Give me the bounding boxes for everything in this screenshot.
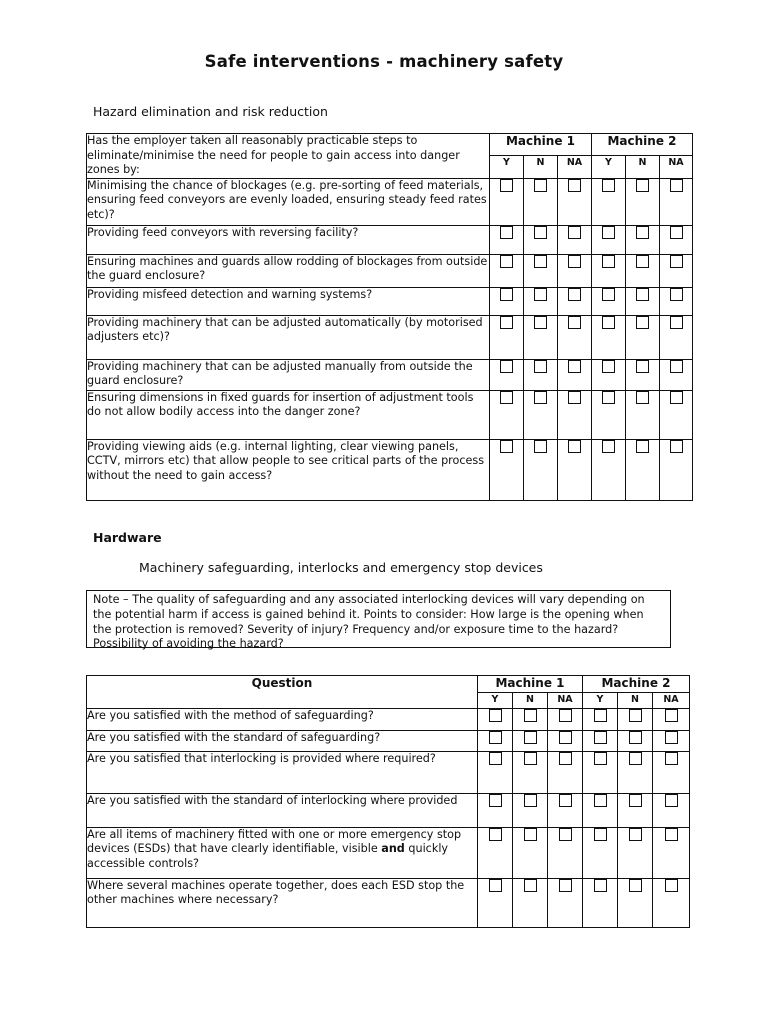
table-row [87,390,693,439]
checkbox-cell [490,315,524,359]
checkbox-m2-y[interactable] [594,731,607,744]
checkbox-cell [626,390,660,439]
checkbox-cell [524,287,558,315]
checkbox-m1-y[interactable] [489,709,502,722]
checkbox-cell [583,708,618,730]
checkbox-cell [478,793,513,827]
checkbox-m2-n[interactable] [629,879,642,892]
checkbox-m1-n[interactable] [534,255,547,268]
checkbox-cell [490,439,524,500]
checkbox-m1-y[interactable] [500,316,513,329]
checkbox-cell [592,315,626,359]
checkbox-cell [548,827,583,878]
checkbox-cell [653,730,690,751]
col-y: Y [490,156,524,178]
checkbox-cell [653,793,690,827]
checkbox-cell [660,178,693,225]
checkbox-m1-na[interactable] [559,879,572,892]
checkbox-m1-na[interactable] [568,226,581,239]
checkbox-cell [583,730,618,751]
checkbox-m1-n[interactable] [534,391,547,404]
checkbox-cell [558,254,592,287]
table-row [87,708,690,730]
table-row [87,751,690,793]
table-row [87,225,693,254]
checkbox-cell [548,730,583,751]
checkbox-cell [660,359,693,390]
checkbox-cell [513,730,548,751]
checkbox-cell [618,730,653,751]
checkbox-m2-na[interactable] [670,226,683,239]
checkbox-m1-na[interactable] [568,179,581,192]
checkbox-m2-y[interactable] [602,316,615,329]
question-text: Providing feed conveyors with reversing facility? [87,225,490,254]
section-heading-hardware: Hardware [93,530,162,545]
table-row [87,878,690,927]
checkbox-cell [592,287,626,315]
checkbox-cell [524,254,558,287]
checkbox-cell [513,827,548,878]
col-na: NA [660,156,693,178]
checkbox-cell [524,359,558,390]
table-row [87,178,693,225]
checkbox-cell [478,827,513,878]
checkbox-m2-n[interactable] [629,828,642,841]
checkbox-m1-n[interactable] [524,794,537,807]
checkbox-cell [660,254,693,287]
checkbox-cell [524,225,558,254]
checkbox-m1-y[interactable] [500,288,513,301]
checkbox-m2-na[interactable] [670,316,683,329]
checkbox-m1-n[interactable] [524,731,537,744]
checkbox-m1-na[interactable] [568,360,581,373]
checkbox-cell [478,708,513,730]
checkbox-cell [548,751,583,793]
col-n: N [618,693,653,709]
checkbox-m1-n[interactable] [534,360,547,373]
checkbox-m1-na[interactable] [559,794,572,807]
col-na: NA [558,156,592,178]
checkbox-m1-na[interactable] [559,731,572,744]
question-text: Are you satisfied with the standard of interlocking where provided [87,793,478,827]
checkbox-cell [660,439,693,500]
checkbox-m2-n[interactable] [636,440,649,453]
checkbox-m2-n[interactable] [636,288,649,301]
col-na: NA [548,693,583,709]
checkbox-cell [583,751,618,793]
checkbox-m2-na[interactable] [670,288,683,301]
checkbox-cell [592,225,626,254]
checkbox-cell [548,878,583,927]
machine-2-header: Machine 2 [592,134,693,156]
checkbox-cell [524,390,558,439]
checkbox-m2-y[interactable] [594,828,607,841]
checkbox-cell [592,359,626,390]
checkbox-cell [660,287,693,315]
page-title: Safe interventions - machinery safety [204,52,564,71]
checkbox-m2-y[interactable] [602,360,615,373]
checkbox-m1-na[interactable] [559,828,572,841]
checkbox-cell [660,315,693,359]
checkbox-m2-na[interactable] [670,360,683,373]
checkbox-cell [653,827,690,878]
col-n: N [524,156,558,178]
checkbox-cell [592,178,626,225]
checkbox-m2-n[interactable] [636,391,649,404]
checkbox-m2-y[interactable] [602,255,615,268]
checkbox-m2-n[interactable] [629,709,642,722]
checkbox-m2-y[interactable] [594,752,607,765]
question-text: Minimising the chance of blockages (e.g. pre-sorting of feed materials, ensuring feed conveyors are evenly loaded, ensuring steady feed rates etc)? [87,178,490,225]
checkbox-cell [558,359,592,390]
intro-question: Has the employer taken all reasonably practicable steps to eliminate/minimise the need for people to gain access into danger zones by: [87,134,490,179]
checkbox-m2-y[interactable] [602,440,615,453]
checkbox-cell [660,390,693,439]
checkbox-cell [653,878,690,927]
checkbox-cell [524,315,558,359]
checkbox-m1-y[interactable] [489,879,502,892]
checkbox-cell [478,730,513,751]
machine-1-header: Machine 1 [490,134,592,156]
question-text: Providing machinery that can be adjusted automatically (by motorised adjusters etc)? [87,315,490,359]
checkbox-m2-na[interactable] [665,709,678,722]
checkbox-m2-n[interactable] [636,226,649,239]
col-na: NA [653,693,690,709]
checkbox-cell [626,225,660,254]
checkbox-m2-y[interactable] [602,391,615,404]
hazard-checklist-table [86,133,693,501]
checkbox-m2-y[interactable] [602,288,615,301]
section-heading-hazard: Hazard elimination and risk reduction [93,104,328,119]
checkbox-m2-n[interactable] [636,179,649,192]
checkbox-cell [626,359,660,390]
checkbox-cell [490,254,524,287]
question-text: Are you satisfied that interlocking is provided where required? [87,751,478,793]
checkbox-cell [513,751,548,793]
question-text: Ensuring dimensions in fixed guards for insertion of adjustment tools do not allow bodily access into the danger zone? [87,390,490,439]
checkbox-cell [626,439,660,500]
checkbox-cell [626,287,660,315]
hardware-checklist-table [86,675,690,928]
question-text: Where several machines operate together, does each ESD stop the other machines where necessary? [87,878,478,927]
checkbox-cell [653,708,690,730]
question-text: Ensuring machines and guards allow rodding of blockages from outside the guard enclosure? [87,254,490,287]
checkbox-m1-n[interactable] [534,226,547,239]
checkbox-cell [618,708,653,730]
checkbox-m2-y[interactable] [594,879,607,892]
checkbox-m2-n[interactable] [636,316,649,329]
question-text-part: quickly accessible controls? [87,842,449,870]
question-column-header: Question [87,676,478,709]
table-row [87,287,693,315]
checkbox-m2-na[interactable] [670,255,683,268]
table-row [87,439,693,500]
checkbox-cell [583,793,618,827]
checkbox-cell [592,254,626,287]
checkbox-cell [478,751,513,793]
table-row [87,359,693,390]
checkbox-cell [490,287,524,315]
checkbox-cell [548,793,583,827]
table-row [87,315,693,359]
table-row [87,730,690,751]
checkbox-m2-na[interactable] [670,440,683,453]
note-box: Note – The quality of safeguarding and any associated interlocking devices will vary depending on the potential harm if access is gained behind it. Points to consider: How large is the opening when the protection is removed? Severity of injury? Frequency and/or exposure time to the hazard? Possibility of avoiding the hazard? [86,590,671,648]
checkbox-m1-n[interactable] [534,316,547,329]
checkbox-m2-na[interactable] [665,879,678,892]
checkbox-m1-y[interactable] [489,828,502,841]
checkbox-m2-na[interactable] [670,391,683,404]
checkbox-m1-n[interactable] [524,828,537,841]
checkbox-cell [558,178,592,225]
checkbox-m1-na[interactable] [559,709,572,722]
checkbox-cell [513,708,548,730]
checkbox-m1-y[interactable] [500,255,513,268]
question-text-part: Are all items of machinery fitted with one or more emergency stop devices (ESDs) that have clearly identifiable, visible [87,827,462,856]
question-text: Are you satisfied with the standard of safeguarding? [87,730,478,751]
col-y: Y [583,693,618,709]
checkbox-m2-y[interactable] [602,179,615,192]
checkbox-m1-n[interactable] [524,879,537,892]
checkbox-cell [618,827,653,878]
checkbox-m1-na[interactable] [568,440,581,453]
checkbox-m1-n[interactable] [524,709,537,722]
checkbox-m2-n[interactable] [629,794,642,807]
checkbox-cell [592,390,626,439]
question-text: Providing viewing aids (e.g. internal lighting, clear viewing panels, CCTV, mirrors etc) that allow people to see critical parts of the process without the need to gain access? [87,439,490,500]
checkbox-cell [626,315,660,359]
checkbox-cell [558,439,592,500]
checkbox-m1-y[interactable] [489,731,502,744]
checkbox-m2-na[interactable] [665,794,678,807]
checkbox-m2-n[interactable] [629,731,642,744]
col-n: N [626,156,660,178]
checkbox-m2-na[interactable] [665,731,678,744]
checkbox-cell [490,390,524,439]
checkbox-m1-y[interactable] [500,360,513,373]
checkbox-m1-na[interactable] [559,752,572,765]
checkbox-m2-n[interactable] [629,752,642,765]
checkbox-m1-na[interactable] [568,316,581,329]
checkbox-cell [618,751,653,793]
checkbox-cell [558,315,592,359]
checkbox-m1-y[interactable] [500,440,513,453]
checkbox-m2-y[interactable] [594,709,607,722]
checkbox-cell [618,793,653,827]
checkbox-cell [558,390,592,439]
checkbox-cell [558,287,592,315]
checkbox-cell [626,254,660,287]
col-n: N [513,693,548,709]
checkbox-cell [490,178,524,225]
checkbox-cell [618,878,653,927]
checkbox-cell [583,878,618,927]
checkbox-m1-na[interactable] [568,288,581,301]
col-y: Y [592,156,626,178]
checkbox-cell [524,178,558,225]
checkbox-cell [478,878,513,927]
checkbox-m1-n[interactable] [534,440,547,453]
checkbox-m2-na[interactable] [670,179,683,192]
checkbox-m2-y[interactable] [602,226,615,239]
checkbox-cell [490,359,524,390]
checkbox-m2-na[interactable] [665,752,678,765]
checkbox-cell [524,439,558,500]
checkbox-m1-y[interactable] [500,226,513,239]
checkbox-cell [490,225,524,254]
checkbox-m1-n[interactable] [524,752,537,765]
table-row [87,254,693,287]
checkbox-cell [583,827,618,878]
section-subheading: Machinery safeguarding, interlocks and emergency stop devices [139,560,543,575]
checkbox-cell [653,751,690,793]
machine-1-header: Machine 1 [478,676,583,693]
checkbox-m1-n[interactable] [534,179,547,192]
checkbox-m2-n[interactable] [636,255,649,268]
checkbox-m1-na[interactable] [568,255,581,268]
col-y: Y [478,693,513,709]
checkbox-cell [626,178,660,225]
checkbox-cell [513,793,548,827]
question-text: Are you satisfied with the method of safeguarding? [87,708,478,730]
table-row [87,827,690,878]
checkbox-m2-na[interactable] [665,828,678,841]
table-row [87,793,690,827]
checkbox-cell [558,225,592,254]
machine-2-header: Machine 2 [583,676,690,693]
question-text [87,827,478,878]
question-text: Providing machinery that can be adjusted manually from outside the guard enclosure? [87,359,490,390]
question-text-emphasis: and [381,842,405,856]
checkbox-m2-n[interactable] [636,360,649,373]
checkbox-m1-na[interactable] [568,391,581,404]
checkbox-cell [660,225,693,254]
checkbox-m1-y[interactable] [489,752,502,765]
checkbox-m1-y[interactable] [489,794,502,807]
checkbox-m1-n[interactable] [534,288,547,301]
checkbox-m1-y[interactable] [500,179,513,192]
checkbox-m2-y[interactable] [594,794,607,807]
checkbox-m1-y[interactable] [500,391,513,404]
question-text: Providing misfeed detection and warning systems? [87,287,490,315]
checkbox-cell [548,708,583,730]
checkbox-cell [513,878,548,927]
checkbox-cell [592,439,626,500]
